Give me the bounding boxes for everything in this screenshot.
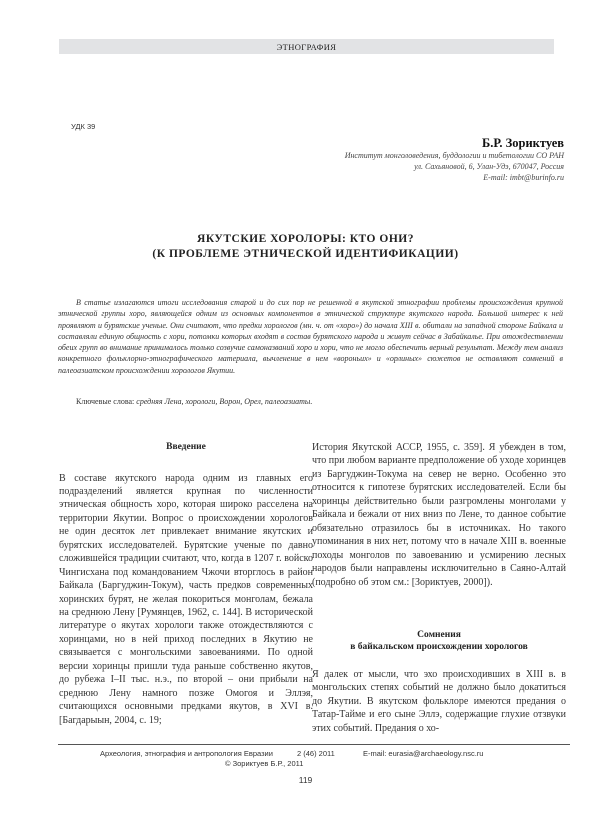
footer-divider xyxy=(58,744,570,745)
body-column-left xyxy=(59,441,313,727)
keywords-label: Ключевые слова: xyxy=(76,397,137,406)
author-name: Б.Р. Зориктуев xyxy=(481,136,564,150)
body-column-right xyxy=(312,441,566,735)
article-title xyxy=(0,232,611,262)
author-address: ул. Сахьяновой, 6, Улан-Удэ, 670047, Россия xyxy=(414,162,564,171)
body-paragraph-continued: История Якутской АССР, 1955, с. 359]. Я убежден в том, что при любом варианте предположение об уходе хоринцев из Баргуджин-Токума на север не верно. Особенно это относится к гипотезе бурятских исследователей. Если бы хоринцы действительно были разгромлены монголами у Байкала и бежали от них вниз по Лене, то данное событие обязательно отразилось бы в источниках. Но такого упоминания в них нет, потому что в начале XIII в. военные походы монголов по завоеванию и усмирению лесных народов были направлены исключительно в Саяно-Алтай (подробно об этом см.: [Зориктуев, 2000]). xyxy=(312,442,566,588)
author-email[interactable]: E-mail: imbt@burinfo.ru xyxy=(483,173,564,182)
body-paragraph: В составе якутского народа одним из главных его подразделений является крупная по численности этническая общность хоро, которая широко расселена на территории Якутии. Вопрос о происхождении хорологов не один десяток лет привлекает внимание якутских и бурятских исследователей. Бурятские ученые по давно сложившейся традиции считают, что, когда в 1207 г. войско Чингисхана под командованием Чжочи вторглось в район Байкала (Баргуджин-Токум), часть предков современных хоринских бурят, не желая покориться монголам, бежала на среднюю Лену [Румянцев, 1962, с. 144]. В исторической литературе о якутах хорологи также отождествляются с хоринцами, но в ней приход последних в Якутию не связывается с монгольскими завоеваниями. По одной версии хоринцы пришли туда раньше собственно якутов, до рубежа I–II тыс. н.э., по второй – они прибыли на среднюю Лену намного позже Омогоя и Эллэя, считающихся основными предками якутов, в XVI в. [Багдарыын, 2004, с. 19; xyxy=(59,472,313,726)
section-title: ЭТНОГРАФИЯ xyxy=(276,41,337,52)
body-paragraph: Я далек от мысли, что эхо происходивших в XIII в. в монгольских степях событий не должно было докатиться до Якутии. В якутском фольклоре имеются предания о Татар-Тайме и его сыне Эллэ, содержащие глухие отзвуки этих событий. Предания о хо- xyxy=(312,668,566,734)
page-number: 119 xyxy=(298,775,313,785)
udk-code: УДК 39 xyxy=(71,122,96,131)
spacer xyxy=(312,589,566,629)
section-heading-introduction: Введение xyxy=(166,442,206,452)
footer-journal-name: Археология, этнография и антропология Евразии xyxy=(100,749,273,758)
footer-issue: 2 (46) 2011 xyxy=(297,749,335,758)
section-heading-doubts xyxy=(312,629,566,654)
section-heading-doubts-line2: в байкальском происхождении хорологов xyxy=(350,642,528,653)
article-title-line1: ЯКУТСКИЕ ХОРОЛОРЫ: КТО ОНИ? xyxy=(197,233,414,245)
section-heading-doubts-line1: Сомнения xyxy=(417,629,461,640)
footer-email[interactable]: E-mail: eurasia@archaeology.nsc.ru xyxy=(363,749,484,758)
section-header-bar xyxy=(59,39,554,54)
author-affiliation: Институт монголоведения, буддологии и тибетологии СО РАН xyxy=(344,151,564,160)
article-title-line2: (К ПРОБЛЕМЕ ЭТНИЧЕСКОЙ ИДЕНТИФИКАЦИИ) xyxy=(152,248,459,260)
keywords-value: средняя Лена, хорологи, Ворон, Орел, палеоазиаты. xyxy=(136,397,313,406)
author-block xyxy=(345,136,564,183)
keywords xyxy=(76,397,312,406)
abstract: В статье излагаются итоги исследования старой и до сих пор не решенной в якутской этнографии проблемы происхождения крупной этнической группы хоро, являющейся одним из основных компонентов в этнической структуре якутского народа. Большой интерес к ней проявляют и бурятские ученые. Они считают, что предки хорологов (мн. ч. от «хоро») до начала XIII в. обитали на западной стороне Байкала и составляли единую общность с хори, потомки которых входят в состав бурятского народа и живут сейчас в Забайкалье. При отождествлении обеих групп во внимание принималось только созвучие самоназваний хоро и хори, что не могло обеспечить верный результат. Между тем анализ конкретного фольклорно-этнографического материала, вычленение в нем «вороньих» и «орлиных» сюжетов не оставляют сомнений в палеоазиатском происхождении хорологов Якутии. xyxy=(58,298,563,375)
footer-copyright: © Зориктуев Б.Р., 2011 xyxy=(225,759,304,768)
